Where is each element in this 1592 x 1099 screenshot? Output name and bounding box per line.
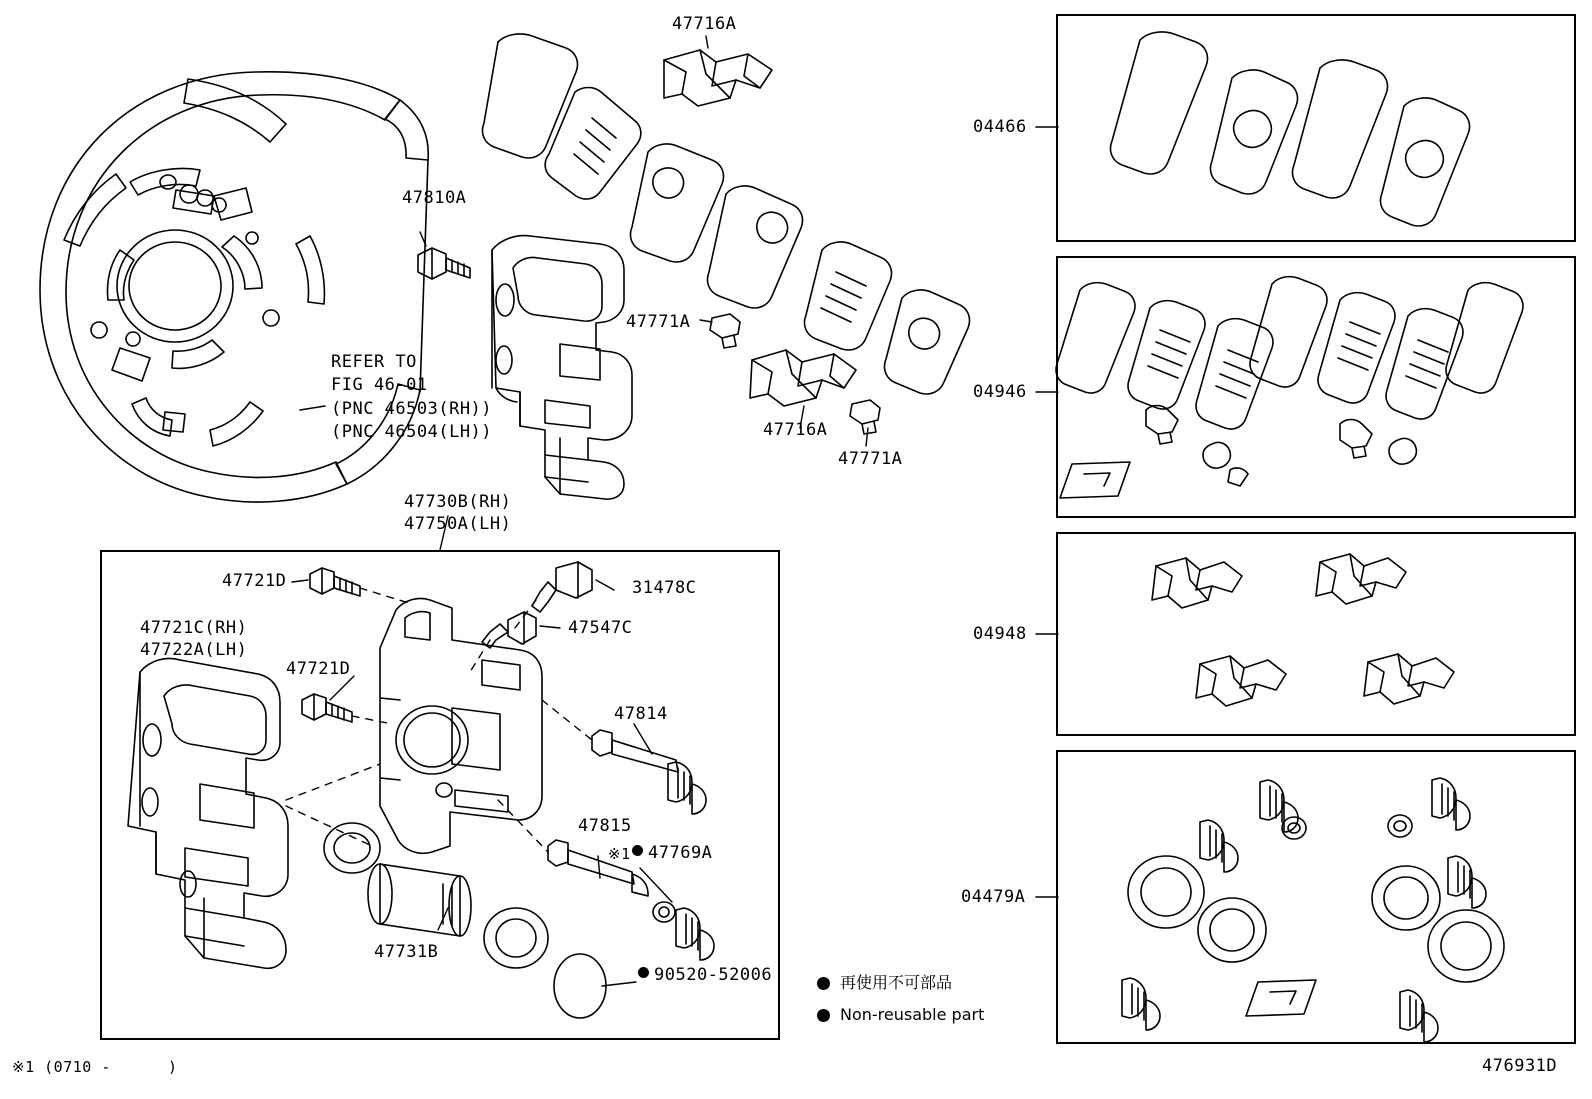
callout-47769a: 47769A: [648, 843, 713, 863]
kit-code-04466: 04466: [973, 117, 1027, 137]
non-reusable-dot-47769a: [632, 845, 643, 856]
brake-pads-cluster-illustration: [482, 34, 969, 394]
callout-47771a-lower: 47771A: [838, 449, 903, 469]
figure-number: 476931D: [1482, 1056, 1558, 1076]
legend-label-jp: 再使用不可部品: [840, 973, 953, 992]
callout-47547c: 47547C: [568, 618, 633, 638]
callout-47730b-rh: 47730B(RH): [404, 492, 512, 512]
refer-to-line1: REFER TO: [331, 352, 417, 372]
callout-47721d-lower: 47721D: [286, 659, 351, 679]
bolt-47810a-illustration: [418, 248, 470, 279]
callout-47731b: 47731B: [374, 942, 439, 962]
kit-04946-box: [1056, 256, 1576, 518]
kit-code-04479a: 04479A: [961, 887, 1026, 907]
legend-dot-en: [817, 1009, 830, 1022]
callout-90520-52006: 90520-52006: [654, 965, 773, 985]
non-reusable-dot-90520: [638, 967, 649, 978]
callout-47815: 47815: [578, 816, 632, 836]
clip-47716a-upper-illustration: [664, 50, 772, 106]
refer-to-line2: FIG 46-01: [331, 375, 428, 396]
refer-to-line3: (PNC 46503(RH)): [331, 398, 493, 419]
kit-04948-box: [1056, 532, 1576, 736]
footnote-date-range: ※1 (0710 - ): [12, 1058, 178, 1076]
legend-label-en: Non-reusable part: [840, 1005, 985, 1024]
kit-04479a-box: [1056, 750, 1576, 1044]
callout-31478c: 31478C: [632, 578, 697, 598]
caliper-bracket-illustration: [492, 236, 632, 499]
kit-code-04946: 04946: [973, 382, 1027, 402]
callout-47722a-lh: 47722A(LH): [140, 640, 248, 660]
callout-47814: 47814: [614, 704, 668, 724]
callout-47810a: 47810A: [402, 188, 467, 208]
clip-47771a-lower-illustration: [850, 400, 880, 434]
kit-code-04948: 04948: [973, 624, 1027, 644]
clip-47716a-lower-illustration: [750, 350, 856, 406]
refer-to-note: [331, 352, 492, 443]
callout-47721d-upper: 47721D: [222, 571, 287, 591]
callout-47771a-upper: 47771A: [626, 312, 691, 332]
callout-47716a-upper: 47716A: [672, 14, 737, 34]
clip-47771a-upper-illustration: [710, 314, 740, 348]
callout-47721c-rh: 47721C(RH): [140, 618, 248, 638]
callout-47750a-lh: 47750A(LH): [404, 514, 512, 534]
callout-note-mark-1: ※1: [608, 845, 631, 863]
refer-to-line4: (PNC 46504(LH)): [331, 421, 493, 442]
kit-04466-box: [1056, 14, 1576, 242]
legend-dot-jp: [817, 977, 830, 990]
callout-47716a-lower: 47716A: [763, 420, 828, 440]
